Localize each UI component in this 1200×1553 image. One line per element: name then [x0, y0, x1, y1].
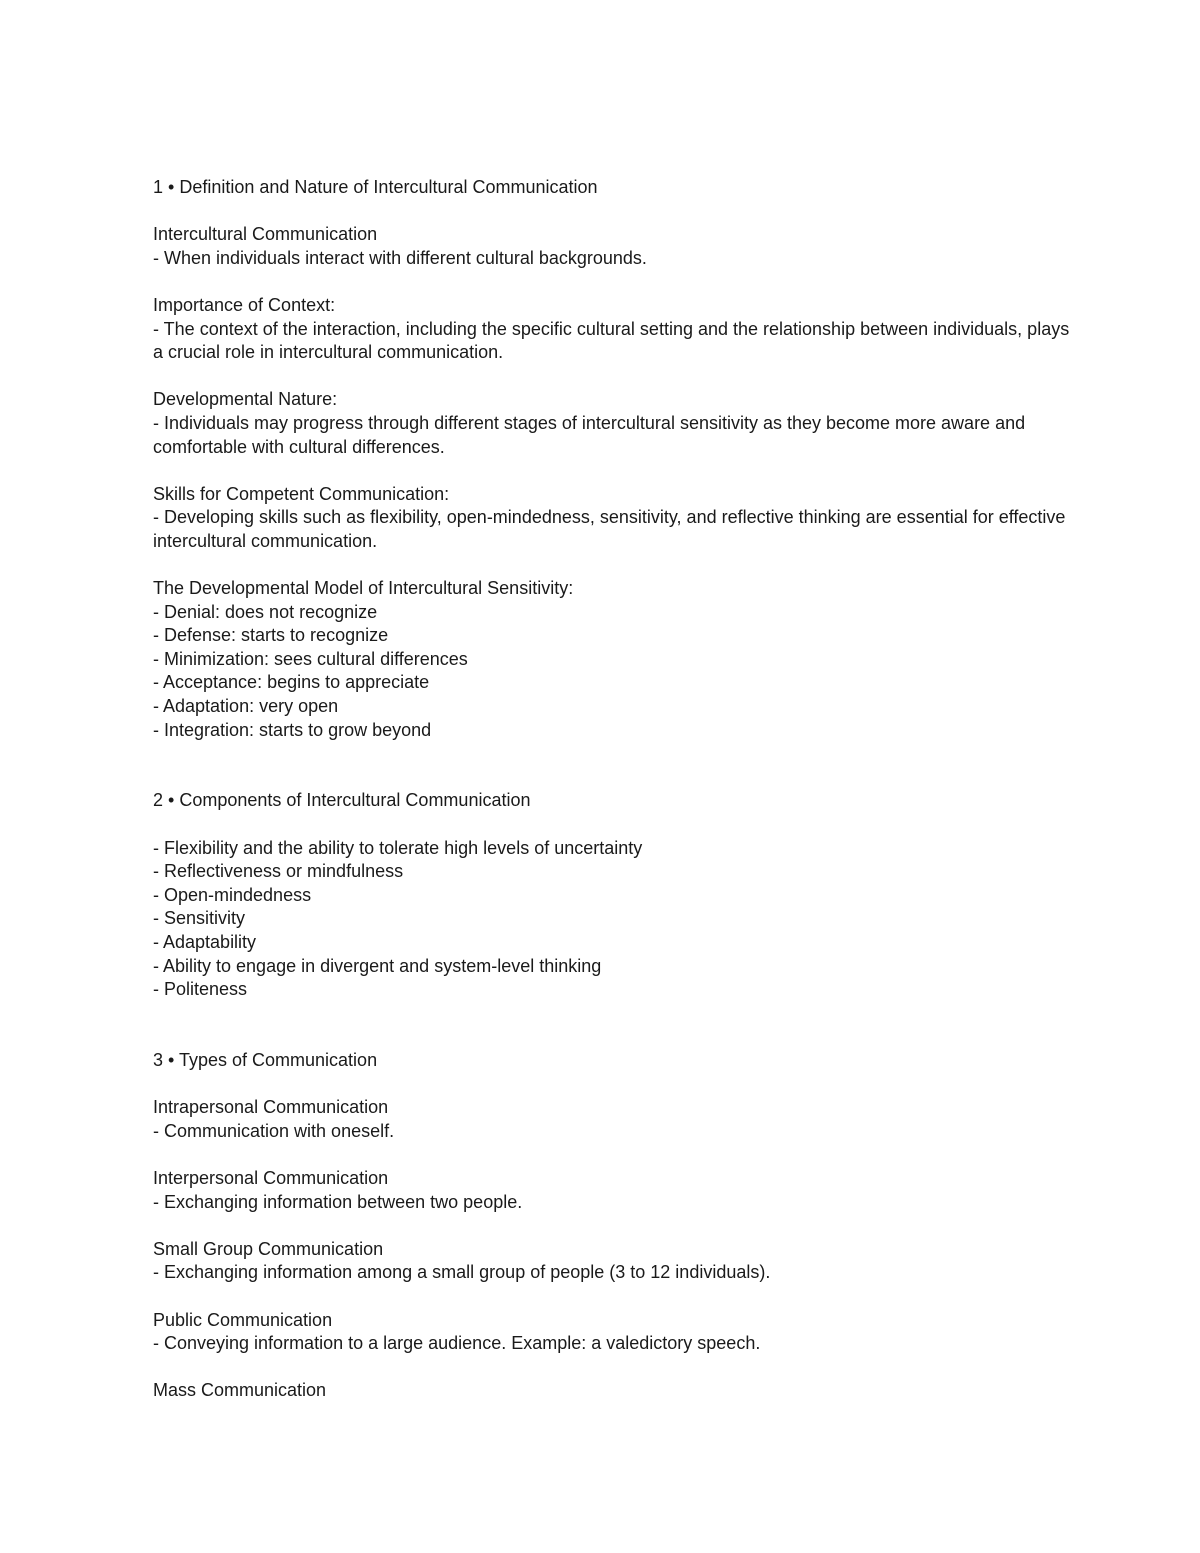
list-item: - Integration: starts to grow beyond: [153, 719, 432, 740]
list-item: - Flexibility and the ability to tolerate high levels of uncertainty: [153, 837, 643, 858]
list-item: - Adaptability: [153, 932, 257, 952]
section-title: 2 • Components of Intercultural Communication: [153, 790, 531, 811]
block-line: - Individuals may progress through different stages of intercultural sensitivity as they become more aware and comfortable with cultural differences.: [153, 412, 1031, 457]
block-line: - The context of the interaction, including the specific cultural setting and the relationship between individuals, plays a crucial role in intercultural communication.: [153, 318, 1075, 363]
list-item: - Acceptance: begins to appreciate: [153, 672, 430, 693]
block-heading: Developmental Nature:: [153, 389, 338, 410]
block-heading: Importance of Context:: [153, 294, 336, 315]
section-title: 3 • Types of Communication: [153, 1049, 378, 1070]
list-item: - Minimization: sees cultural differences: [153, 648, 468, 669]
block-line: - Exchanging information among a small group of people (3 to 12 individuals).: [153, 1262, 771, 1283]
block-heading: Skills for Competent Communication:: [153, 483, 450, 504]
block-line: - Communication with oneself.: [153, 1120, 395, 1141]
block-heading: Small Group Communication: [153, 1238, 384, 1259]
list-item: - Politeness: [153, 979, 248, 1000]
section-2: [153, 789, 1073, 1001]
list-item: - Reflectiveness or mindfulness: [153, 861, 404, 882]
list-item: - Sensitivity: [153, 908, 246, 929]
block-heading: The Developmental Model of Intercultural Sensitivity:: [153, 578, 574, 599]
section-1: [153, 176, 1073, 742]
section-title: 1 • Definition and Nature of Intercultural Communication: [153, 177, 598, 197]
section-3: [153, 1049, 1073, 1403]
list-item: - Adaptation: very open: [153, 696, 339, 717]
block-heading: Mass Communication: [153, 1380, 327, 1401]
list-item: - Defense: starts to recognize: [153, 625, 389, 646]
list-item: - Open-mindedness: [153, 884, 312, 905]
block-line: - Conveying information to a large audience. Example: a valedictory speech.: [153, 1333, 761, 1354]
document-page: [153, 176, 1073, 1403]
block-heading: Intrapersonal Communication: [153, 1097, 389, 1118]
block-line: - Developing skills such as flexibility, open-mindedness, sensitivity, and reflective thinking are essential for effective intercultural communication.: [153, 507, 1071, 551]
list-item: - Denial: does not recognize: [153, 601, 378, 622]
list-item: - Ability to engage in divergent and system-level thinking: [153, 955, 602, 976]
block-line: - When individuals interact with different cultural backgrounds.: [153, 247, 647, 268]
block-heading: Intercultural Communication: [153, 224, 378, 245]
block-line: - Exchanging information between two people.: [153, 1191, 523, 1212]
block-heading: Interpersonal Communication: [153, 1167, 389, 1188]
block-heading: Public Communication: [153, 1309, 333, 1330]
